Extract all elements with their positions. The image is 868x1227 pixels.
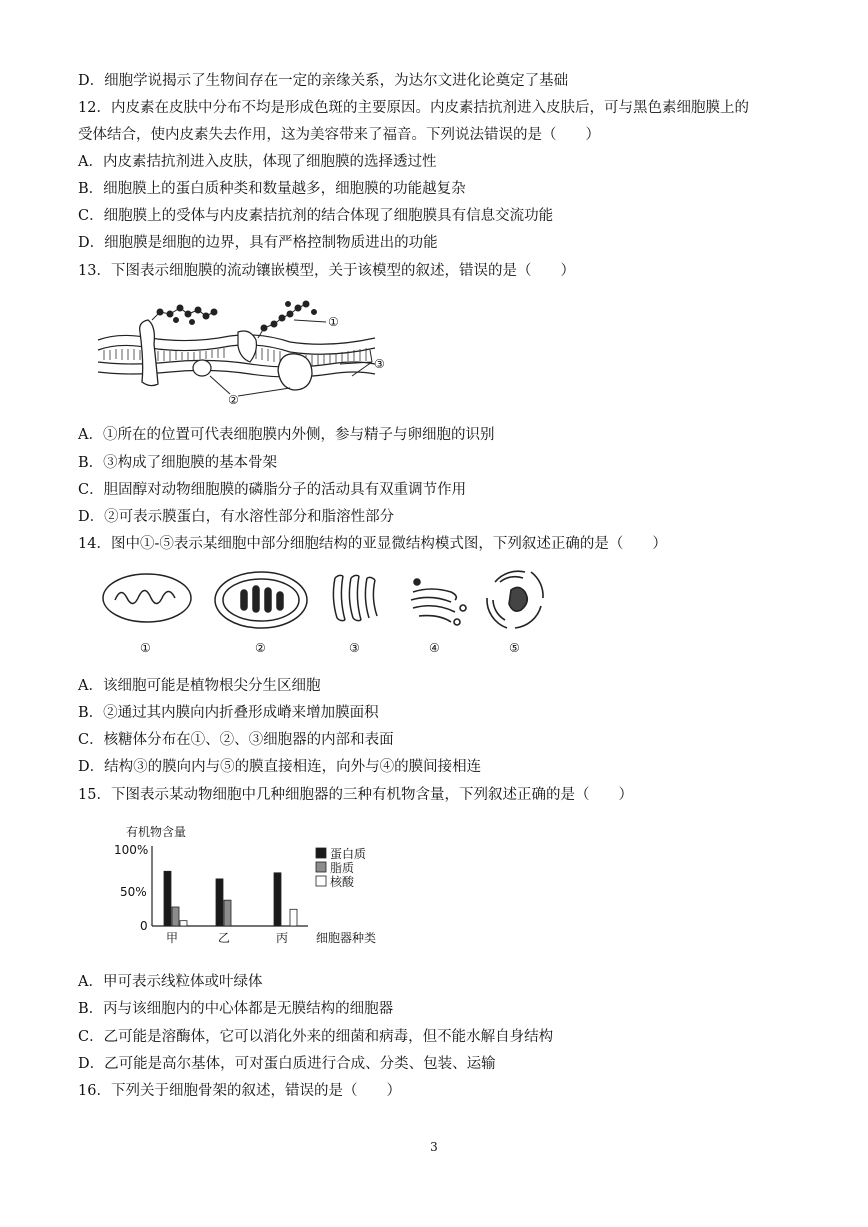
legend-swatch-核酸	[316, 876, 326, 886]
x-tick-甲: 甲	[166, 931, 179, 945]
bar-甲-脂质	[172, 907, 179, 926]
legend-swatch-蛋白质	[316, 848, 326, 858]
label-1: ①	[328, 315, 339, 329]
y-tick-50: 50%	[120, 885, 147, 899]
q13-option-a: A．①所在的位置可代表细胞膜内外侧，参与精子与卵细胞的识别	[78, 427, 495, 443]
membrane-model-figure	[90, 292, 410, 412]
label-3: ③	[349, 641, 360, 655]
q12-stem-line1: 12．内皮素在皮肤中分布不均是形成色斑的主要原因。内皮素拮抗剂进入皮肤后，可与黑色素细胞膜上的	[78, 100, 749, 116]
q13-option-b: B．③构成了细胞膜的基本骨架	[78, 455, 278, 471]
q13-option-c: C．胆固醇对动物细胞膜的磷脂分子的活动具有双重调节作用	[78, 482, 467, 498]
q14-option-d: D．结构③的膜向内与⑤的膜直接相连，向外与④的膜间接相连	[78, 759, 482, 775]
q12-option-a: A．内皮素拮抗剂进入皮肤，体现了细胞膜的选择透过性	[78, 154, 437, 170]
q13-stem: 13．下图表示细胞膜的流动镶嵌模型，关于该模型的叙述，错误的是（ ）	[78, 263, 575, 279]
transmembrane-protein	[140, 320, 158, 386]
y-axis-title: 有机物含量	[126, 825, 187, 839]
chloroplast-icon	[215, 572, 307, 628]
bar-乙-脂质	[224, 900, 231, 926]
bar-甲-核酸	[180, 921, 187, 926]
legend-label-蛋白质: 蛋白质	[330, 847, 367, 861]
q15-stem: 15．下图表示某动物细胞中几种细胞器的三种有机物含量，下列叙述正确的是（ ）	[78, 787, 633, 803]
x-tick-乙: 乙	[218, 931, 231, 945]
endoplasmic-reticulum-icon	[333, 575, 377, 620]
organelle-composition-chart	[108, 820, 408, 950]
q15-option-a: A．甲可表示线粒体或叶绿体	[78, 974, 263, 990]
legend-label-核酸: 核酸	[330, 875, 355, 889]
q15-option-b: B．丙与该细胞内的中心体都是无膜结构的细胞器	[78, 1001, 394, 1017]
y-tick-0: 0	[140, 919, 148, 933]
label-2: ②	[228, 393, 239, 407]
q15-option-c: C．乙可能是溶酶体，它可以消化外来的细菌和病毒，但不能水解自身结构	[78, 1029, 554, 1045]
page-number: 3	[430, 1140, 438, 1154]
q12-stem-line2: 受体结合，使内皮素失去作用，这为美容带来了福音。下列说法错误的是（ ）	[78, 127, 600, 143]
q15-option-d: D．乙可能是高尔基体，可对蛋白质进行合成、分类、包装、运输	[78, 1056, 496, 1072]
q14-option-b: B．②通过其内膜向内折叠形成嵴来增加膜面积	[78, 705, 379, 721]
bar-丙-核酸	[290, 909, 297, 926]
q12-option-d: D．细胞膜是细胞的边界，具有严格控制物质进出的功能	[78, 235, 438, 251]
q16-stem: 16．下列关于细胞骨架的叙述，错误的是（ ）	[78, 1083, 401, 1099]
legend-swatch-脂质	[316, 862, 326, 872]
peripheral-protein	[193, 360, 211, 376]
label-5: ⑤	[509, 641, 520, 655]
x-axis-title: 细胞器种类	[316, 931, 377, 945]
q13-option-d: D．②可表示膜蛋白，有水溶性部分和脂溶性部分	[78, 509, 395, 525]
nucleus-icon	[487, 571, 543, 628]
q11-option-d: D．细胞学说揭示了生物间存在一定的亲缘关系，为达尔文进化论奠定了基础	[78, 73, 569, 89]
legend-label-脂质: 脂质	[330, 861, 355, 875]
q12-option-b: B．细胞膜上的蛋白质种类和数量越多，细胞膜的功能越复杂	[78, 181, 466, 197]
golgi-apparatus-icon	[411, 579, 466, 625]
x-tick-丙: 丙	[276, 931, 289, 945]
mitochondrion-icon	[103, 574, 191, 622]
y-tick-100: 100%	[114, 843, 149, 857]
bar-乙-蛋白质	[216, 879, 223, 926]
organelles-figure	[95, 568, 555, 658]
label-2: ②	[255, 641, 266, 655]
label-1: ①	[140, 641, 151, 655]
label-3: ③	[374, 357, 385, 371]
bar-甲-蛋白质	[164, 871, 171, 926]
bar-丙-蛋白质	[274, 873, 281, 926]
q14-option-a: A．该细胞可能是植物根尖分生区细胞	[78, 678, 321, 694]
q12-option-c: C．细胞膜上的受体与内皮素拮抗剂的结合体现了细胞膜具有信息交流功能	[78, 208, 554, 224]
q14-stem: 14．图中①-⑤表示某细胞中部分细胞结构的亚显微结构模式图，下列叙述正确的是（ ）	[78, 536, 667, 552]
q14-option-c: C．核糖体分布在①、②、③细胞器的内部和表面	[78, 732, 394, 748]
label-4: ④	[429, 641, 440, 655]
